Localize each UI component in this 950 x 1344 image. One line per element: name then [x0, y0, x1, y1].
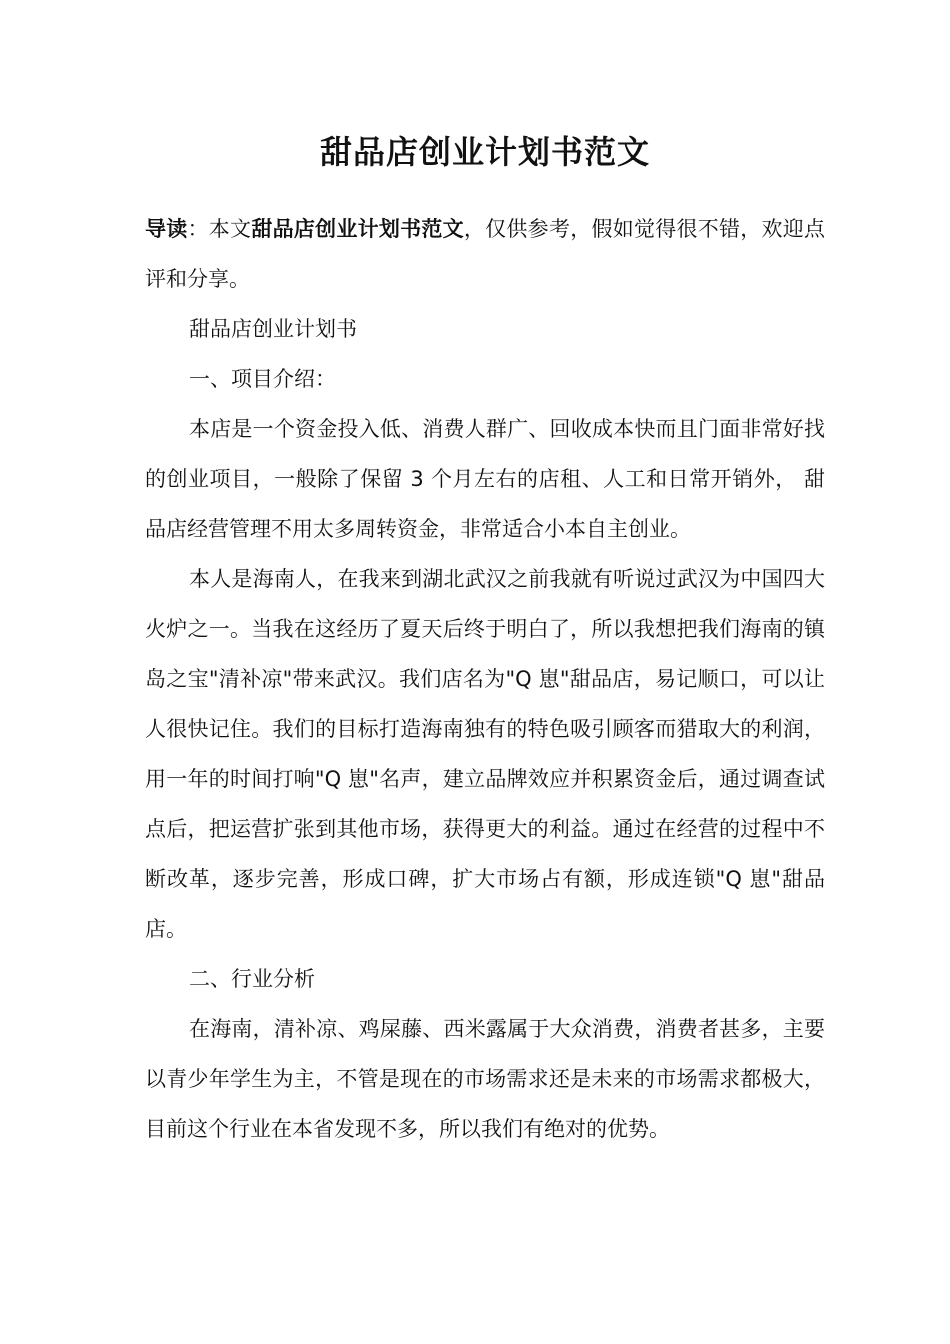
plan-heading: 甜品店创业计划书	[189, 317, 357, 341]
intro-rest-text: ，仅供参考，假如觉得很不错，欢迎点评和分享。	[145, 217, 826, 291]
intro-paragraph	[145, 204, 825, 304]
document-title: 甜品店创业计划书范文	[319, 133, 650, 171]
intro-bold-title: 甜品店创业计划书范文	[251, 217, 464, 241]
section-heading-project: 一、项目介绍：	[189, 367, 336, 391]
paragraph-background: 本人是海南人，在我来到湖北武汉之前我就有听说过武汉为中国四大火炉之一。当我在这经历了夏天后终于明白了，所以我想把我们海南的镇岛之宝"清补凉"带来武汉。我们店名为"Q 崽"甜品店，易记顺口，可以让人很快记住。我们的目标打造海南独有的特色吸引顾客而猎取大的利润，用一年的时间打响"Q 崽"名声，建立品牌效应并积累资金后，通过调查试点后，把运营扩张到其他市场，获得更大的利益。通过在经营的过程中不断改革，逐步完善，形成口碑，扩大市场占有额，形成连锁"Q 崽"甜品店。	[145, 567, 825, 941]
document-page	[145, 0, 825, 1154]
paragraph-project-intro: 本店是一个资金投入低、消费人群广、回收成本快而且门面非常好找的创业项目，一般除了保留 3 个月左右的店租、人工和日常开销外， 甜品店经营管理不用太多周转资金，非常适合小本自主创业。	[145, 417, 825, 541]
section-heading-industry: 二、行业分析	[189, 967, 315, 991]
intro-colon-text: ：本文	[187, 217, 252, 241]
paragraph-industry-analysis: 在海南，清补凉、鸡屎藤、西米露属于大众消费，消费者甚多，主要以青少年学生为主，不管是现在的市场需求还是未来的市场需求都极大，目前这个行业在本省发现不多，所以我们有绝对的优势。	[145, 1017, 825, 1141]
intro-label: 导读	[145, 217, 188, 241]
document-body	[145, 204, 825, 1154]
